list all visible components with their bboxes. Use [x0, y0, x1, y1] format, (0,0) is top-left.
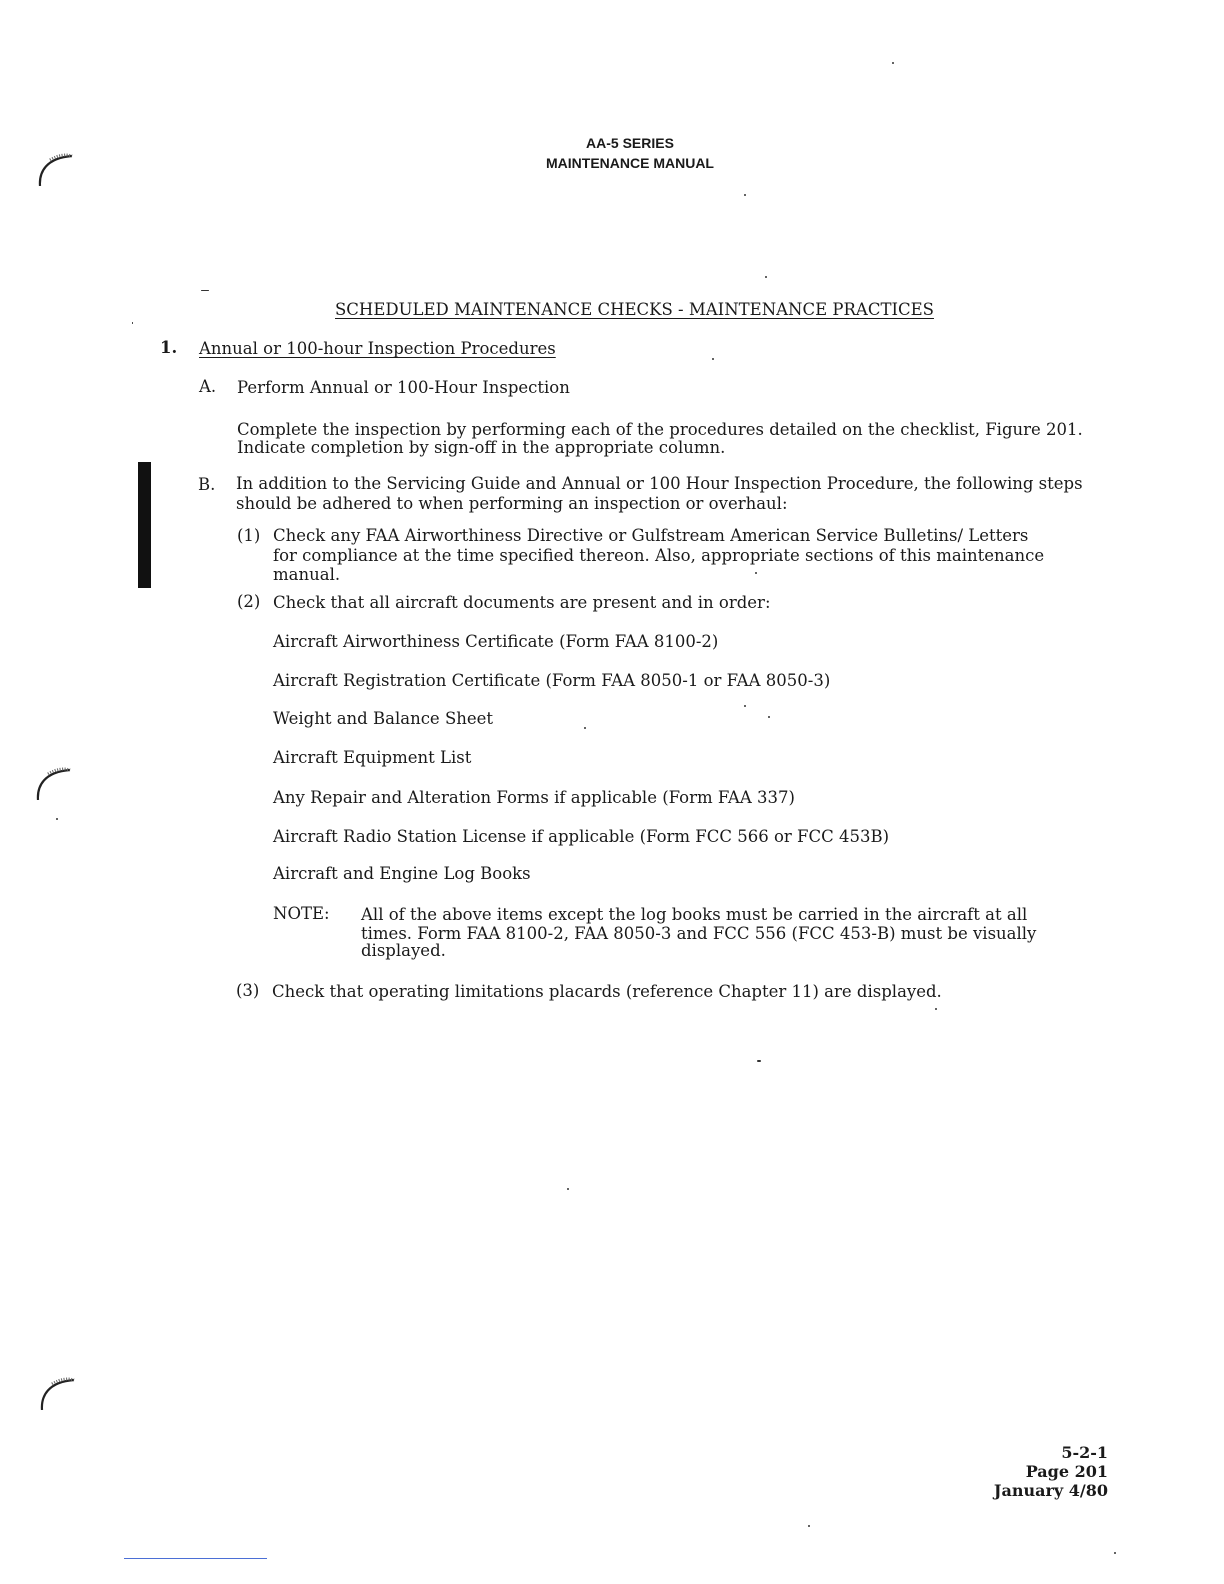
note-line: All of the above items except the log books must be carried in the aircraft at all [361, 905, 1028, 924]
scan-speck [1114, 1552, 1116, 1554]
note-label: NOTE: [273, 904, 330, 923]
footer-date: January 4/80 [993, 1481, 1108, 1500]
link-underline [124, 1558, 267, 1559]
step-1-line: manual. [273, 565, 341, 584]
document-item: Weight and Balance Sheet [273, 709, 494, 728]
scan-speck [768, 716, 770, 718]
item-1-title: Annual or 100-hour Inspection Procedures [199, 339, 556, 358]
step-1-line: for compliance at the time specified thereon. Also, appropriate sections of this maintenance [273, 546, 1045, 565]
scan-speck [808, 1525, 810, 1527]
document-item: Aircraft Equipment List [273, 748, 472, 767]
step-2-number: (2) [237, 592, 261, 611]
footer-page-number: Page 201 [1025, 1462, 1108, 1481]
note-line: times. Form FAA 8100-2, FAA 8050-3 and FCC 556 (FCC 453-B) must be visually [361, 924, 1037, 943]
item-a-letter: A. [199, 377, 217, 396]
scan-speck [201, 290, 209, 291]
note-line: displayed. [361, 941, 446, 960]
item-a-paragraph-line: Indicate completion by sign-off in the appropriate column. [237, 438, 726, 457]
punch-hole-bottom [38, 1376, 76, 1410]
scan-speck [935, 1008, 937, 1010]
item-a-paragraph-line: Complete the inspection by performing each of the procedures detailed on the checklist, Figure 201. [237, 420, 1083, 439]
manual-header [480, 133, 780, 173]
step-3-number: (3) [236, 981, 260, 1000]
document-item: Any Repair and Alteration Forms if applicable (Form FAA 337) [273, 788, 795, 807]
document-item: Aircraft and Engine Log Books [273, 864, 531, 883]
scan-speck [584, 727, 586, 729]
scan-speck [744, 194, 746, 196]
scan-speck [757, 1060, 761, 1062]
document-item: Aircraft Airworthiness Certificate (Form FAA 8100-2) [273, 632, 719, 651]
footer-chapter-code: 5-2-1 [1061, 1443, 1108, 1462]
scan-speck [567, 1188, 569, 1190]
scan-speck [892, 62, 894, 64]
item-1-number: 1. [160, 338, 178, 357]
step-1-line: Check any FAA Airworthiness Directive or Gulfstream American Service Bulletins/ Letters [273, 526, 1029, 545]
item-b-line: In addition to the Servicing Guide and Annual or 100 Hour Inspection Procedure, the following steps [236, 474, 1083, 493]
scan-speck [765, 276, 767, 278]
punch-hole-middle [34, 766, 72, 800]
scan-speck [56, 818, 58, 820]
step-1-number: (1) [237, 526, 261, 545]
document-item: Aircraft Radio Station License if applicable (Form FCC 566 or FCC 453B) [273, 827, 890, 846]
scan-speck [132, 322, 133, 324]
scan-speck [712, 358, 714, 360]
header-series: AA-5 SERIES [586, 135, 674, 151]
item-b-letter: B. [198, 475, 216, 494]
item-b-line: should be adhered to when performing an inspection or overhaul: [236, 494, 788, 513]
item-a-title: Perform Annual or 100-Hour Inspection [237, 378, 570, 397]
document-item: Aircraft Registration Certificate (Form FAA 8050-1 or FAA 8050-3) [273, 671, 831, 690]
section-title: SCHEDULED MAINTENANCE CHECKS - MAINTENANCE PRACTICES [335, 300, 934, 319]
header-title: MAINTENANCE MANUAL [546, 155, 714, 171]
scan-speck [755, 572, 757, 574]
revision-bar [138, 462, 151, 588]
step-3-text: Check that operating limitations placards (reference Chapter 11) are displayed. [272, 982, 942, 1001]
page-footer [994, 1443, 1108, 1500]
punch-hole-top [36, 152, 74, 186]
step-2-text: Check that all aircraft documents are present and in order: [273, 593, 771, 612]
scan-speck [744, 705, 746, 707]
